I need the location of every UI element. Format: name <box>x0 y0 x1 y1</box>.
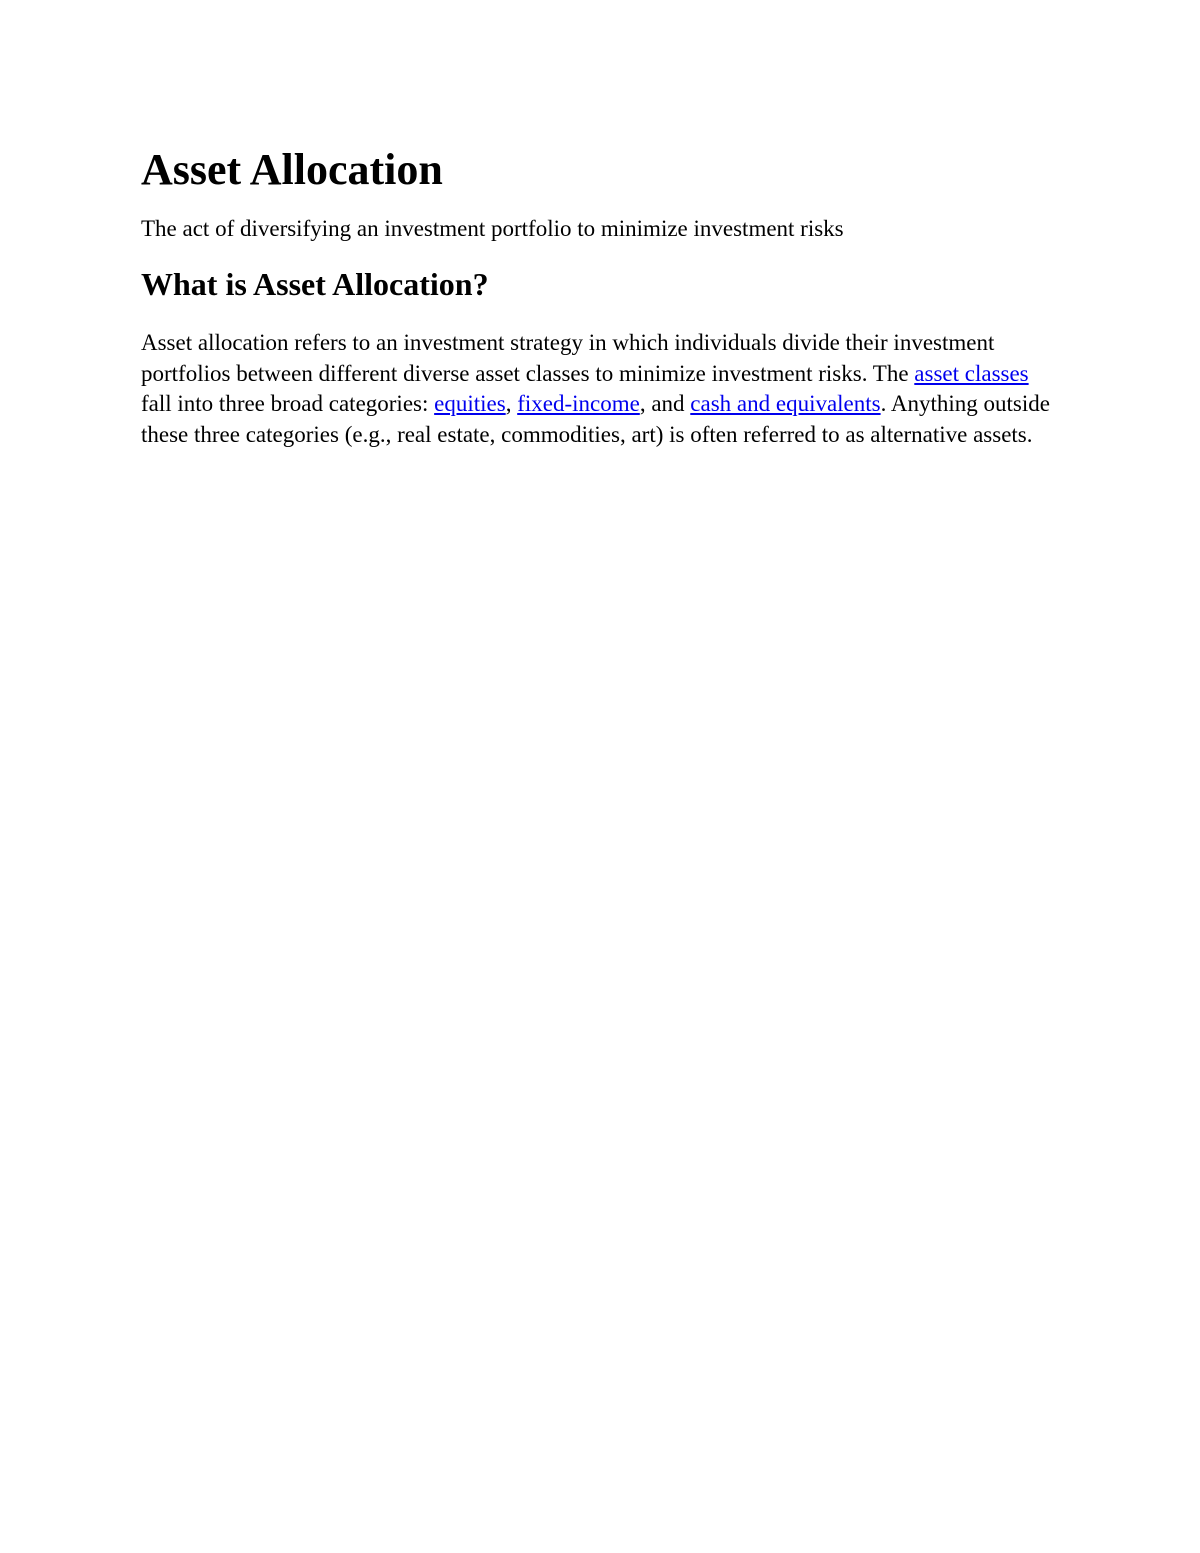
link-equities[interactable]: equities <box>434 391 506 416</box>
body-paragraph <box>141 328 1061 450</box>
link-cash-and-equivalents[interactable]: cash and equivalents <box>690 391 881 416</box>
link-asset-classes[interactable]: asset classes <box>914 360 1029 386</box>
document-title: Asset Allocation <box>141 145 443 194</box>
document-subtitle: The act of diversifying an investment portfolio to minimize investment risks <box>141 216 844 241</box>
paragraph-text: , <box>505 391 518 416</box>
section-heading: What is Asset Allocation? <box>141 266 489 302</box>
paragraph-text: . Anything outside these three categories (e.g., real estate, commodities, art) is often referred to as alternative assets. <box>141 391 1050 447</box>
paragraph-text: , and <box>639 391 691 416</box>
paragraph-text: Asset allocation refers to an investment strategy in which individuals divide their investment portfolios between different diverse asset classes to minimize investment risks. The <box>141 330 995 386</box>
document-content <box>141 140 1061 450</box>
paragraph-text: fall into three broad categories: <box>141 391 435 416</box>
link-fixed-income[interactable]: fixed-income <box>517 391 640 416</box>
